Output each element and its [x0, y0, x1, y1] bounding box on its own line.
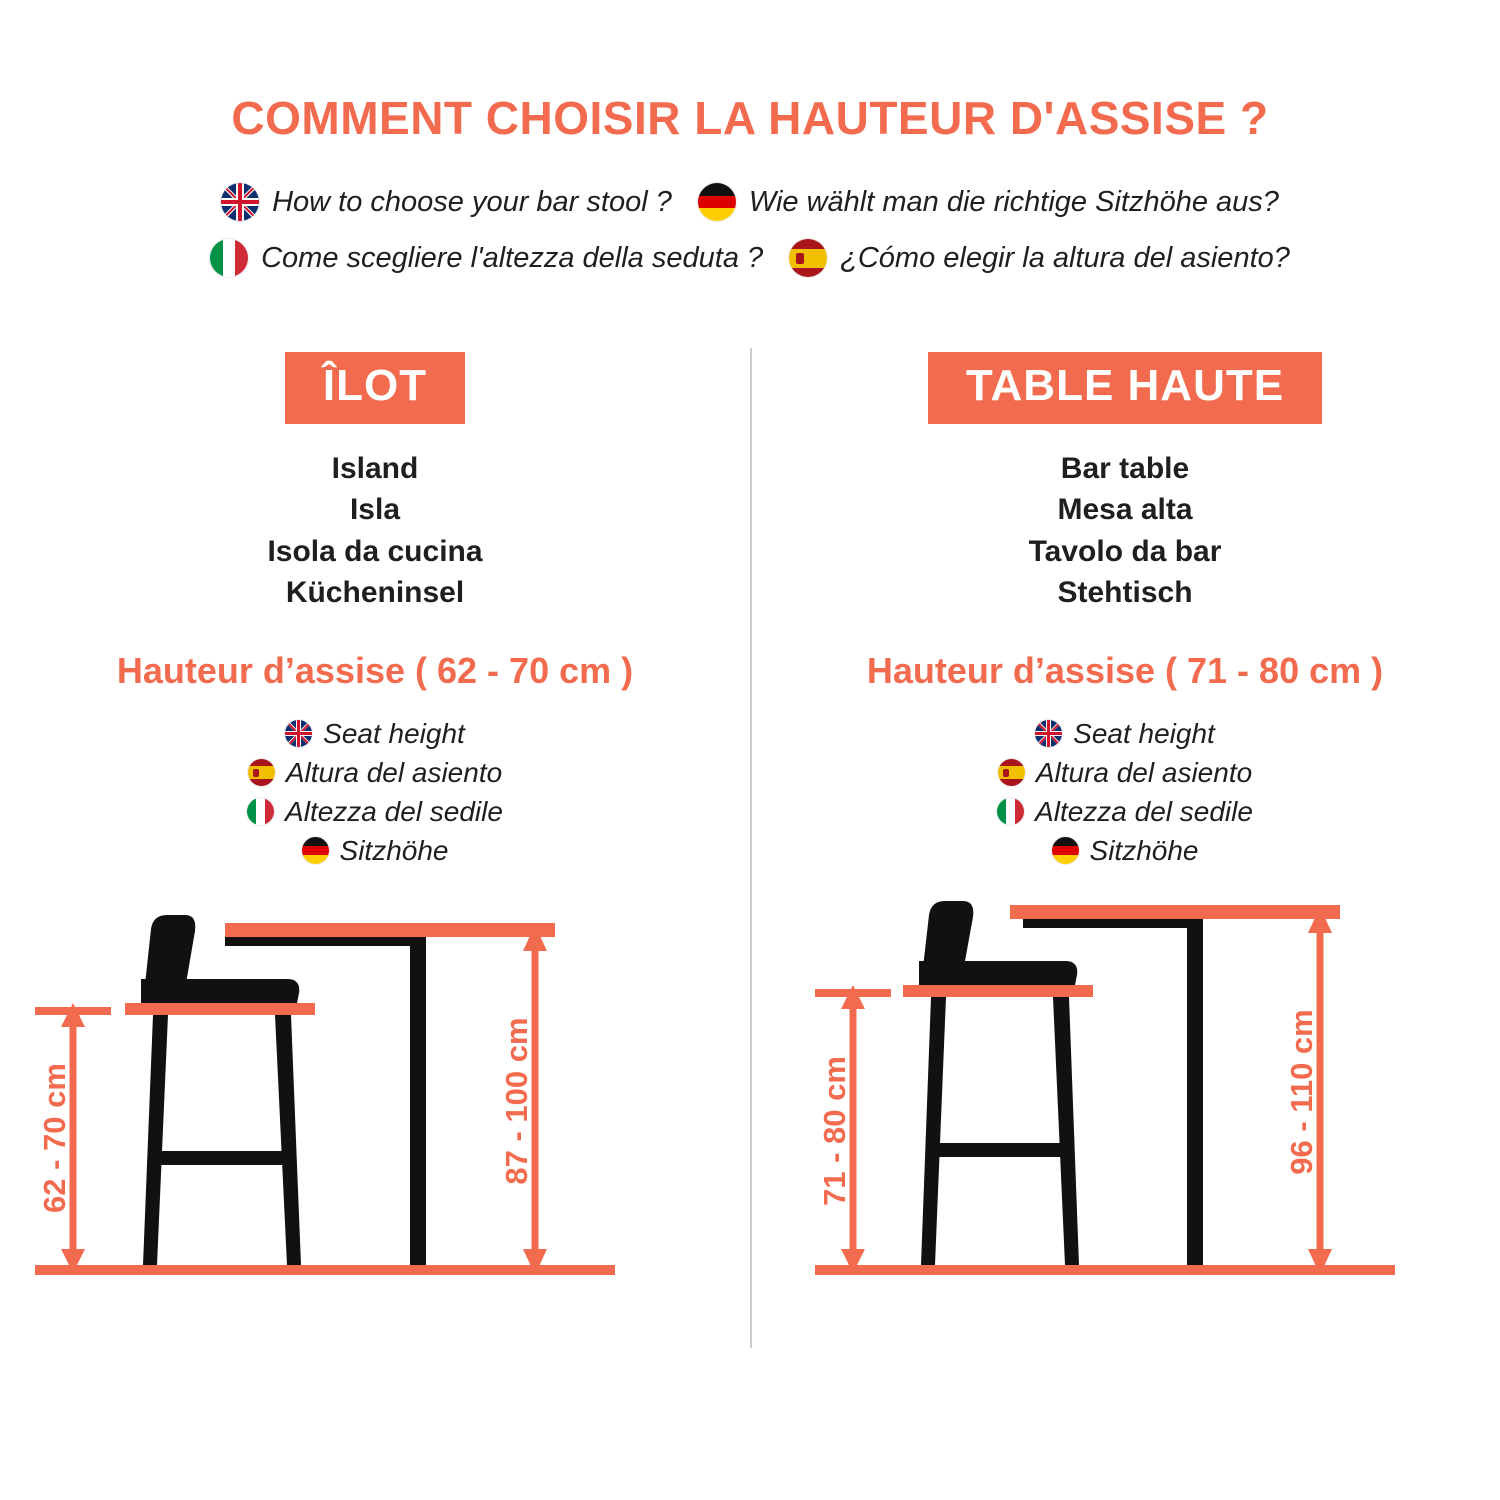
diagram-table-haute: [750, 893, 1500, 1293]
italy-flag-icon: [210, 239, 248, 277]
uk-flag-icon: [221, 183, 259, 221]
seat-translation-de-table: [1052, 835, 1199, 867]
germany-flag-icon: [1052, 837, 1079, 864]
stool-leg-front-left: [143, 1015, 168, 1265]
germany-flag-icon: [302, 837, 329, 864]
names-ilot: [0, 448, 750, 614]
name-table-de: Stehtisch: [1057, 576, 1193, 610]
name-table-en: Bar table: [1060, 452, 1190, 485]
name-ilot-en: Island: [331, 452, 419, 485]
seat-translation-de-ilot: [302, 835, 449, 867]
stool-seat: [141, 979, 299, 1003]
seat-translation-text-en-ilot: Seat height: [323, 717, 465, 749]
island-underside: [225, 937, 420, 946]
seat-translations-ilot: [0, 718, 750, 867]
spain-flag-icon: [789, 239, 827, 277]
subtitle-text-it: Come scegliere l'altezza della seduta ?: [261, 241, 764, 274]
name-ilot-de: Kücheninsel: [285, 576, 465, 610]
stool-footrest: [157, 1151, 288, 1165]
name-ilot-it: Isola da cucina: [267, 534, 483, 568]
name-table-it: Tavolo da bar: [1028, 534, 1222, 568]
stool-seat: [919, 961, 1077, 985]
seat-translation-text-de-table: Sitzhöhe: [1089, 834, 1199, 866]
seat-translation-en-table: [1035, 718, 1215, 750]
seat-translation-text-es-ilot: Altura del asiento: [285, 756, 503, 788]
subtitle-translations: [0, 183, 1500, 277]
subtitle-item-es: [789, 239, 1290, 277]
stool-seat-line: [903, 985, 1093, 997]
subtitle-text-de: Wie wählt man die richtige Sitzhöhe aus?: [748, 185, 1279, 218]
badge-ilot: ÎLOT: [285, 352, 465, 424]
badge-table-haute: TABLE HAUTE: [928, 352, 1322, 424]
diagram-ilot: [0, 893, 750, 1293]
seat-translation-en-ilot: [285, 718, 465, 750]
floor-line: [815, 1265, 1395, 1275]
stool-leg-front-right: [275, 1015, 301, 1265]
column-divider: [750, 348, 752, 1348]
seat-translation-text-es-table: Altura del asiento: [1035, 756, 1253, 788]
stool-leg-front-left: [921, 997, 946, 1265]
seat-translation-es-table: [998, 757, 1252, 789]
uk-flag-icon: [285, 720, 312, 747]
stool-footrest: [935, 1143, 1066, 1157]
subtitle-item-de: [698, 183, 1279, 221]
island-leg: [410, 937, 426, 1267]
column-ilot: [0, 352, 750, 1293]
stool-leg-front-right: [1053, 997, 1079, 1265]
table-dimension-label-ilot: 87 - 100 cm: [499, 1016, 534, 1185]
subtitle-item-en: [221, 183, 672, 221]
italy-flag-icon: [997, 798, 1024, 825]
seat-dimension-label-ilot: 62 - 70 cm: [37, 1062, 72, 1213]
seat-translation-text-it-ilot: Altezza del sedile: [285, 795, 503, 827]
seat-translation-text-de-ilot: Sitzhöhe: [339, 834, 449, 866]
bar-table-leg: [1187, 919, 1203, 1267]
seat-translation-it-ilot: [247, 796, 503, 828]
column-table-haute: [750, 352, 1500, 1293]
bar-table-underside: [1023, 919, 1187, 928]
subtitle-item-it: [210, 239, 763, 277]
seat-translation-it-table: [997, 796, 1253, 828]
seat-height-title-table: Hauteur d’assise ( 71 - 80 cm ): [866, 649, 1384, 691]
floor-line: [35, 1265, 615, 1275]
stool-seat-line: [125, 1003, 315, 1015]
seat-translation-es-ilot: [248, 757, 502, 789]
table-dimension-label-table: 96 - 110 cm: [1284, 1008, 1319, 1175]
bar-table-top: [1010, 905, 1340, 919]
name-table-es: Mesa alta: [1057, 493, 1193, 527]
subtitle-text-es: ¿Cómo elegir la altura del asiento?: [840, 241, 1290, 274]
germany-flag-icon: [698, 183, 736, 221]
seat-dimension-label-table: 71 - 80 cm: [817, 1055, 852, 1206]
comparison-columns: [0, 352, 1500, 1293]
subtitle-row-1: [55, 183, 1445, 221]
seat-translations-table: [750, 718, 1500, 867]
subtitle-text-en: How to choose your bar stool ?: [272, 185, 672, 218]
seat-translation-text-it-table: Altezza del sedile: [1035, 795, 1253, 827]
spain-flag-icon: [248, 759, 275, 786]
italy-flag-icon: [247, 798, 274, 825]
seat-height-title-ilot: Hauteur d’assise ( 62 - 70 cm ): [116, 649, 634, 691]
name-ilot-es: Isla: [349, 493, 401, 527]
spain-flag-icon: [998, 759, 1025, 786]
page-title: COMMENT CHOISIR LA HAUTEUR D'ASSISE ?: [231, 92, 1269, 144]
seat-translation-text-en-table: Seat height: [1073, 717, 1215, 749]
uk-flag-icon: [1035, 720, 1062, 747]
subtitle-row-2: [55, 239, 1445, 277]
names-table-haute: [750, 448, 1500, 614]
island-top: [225, 923, 555, 937]
